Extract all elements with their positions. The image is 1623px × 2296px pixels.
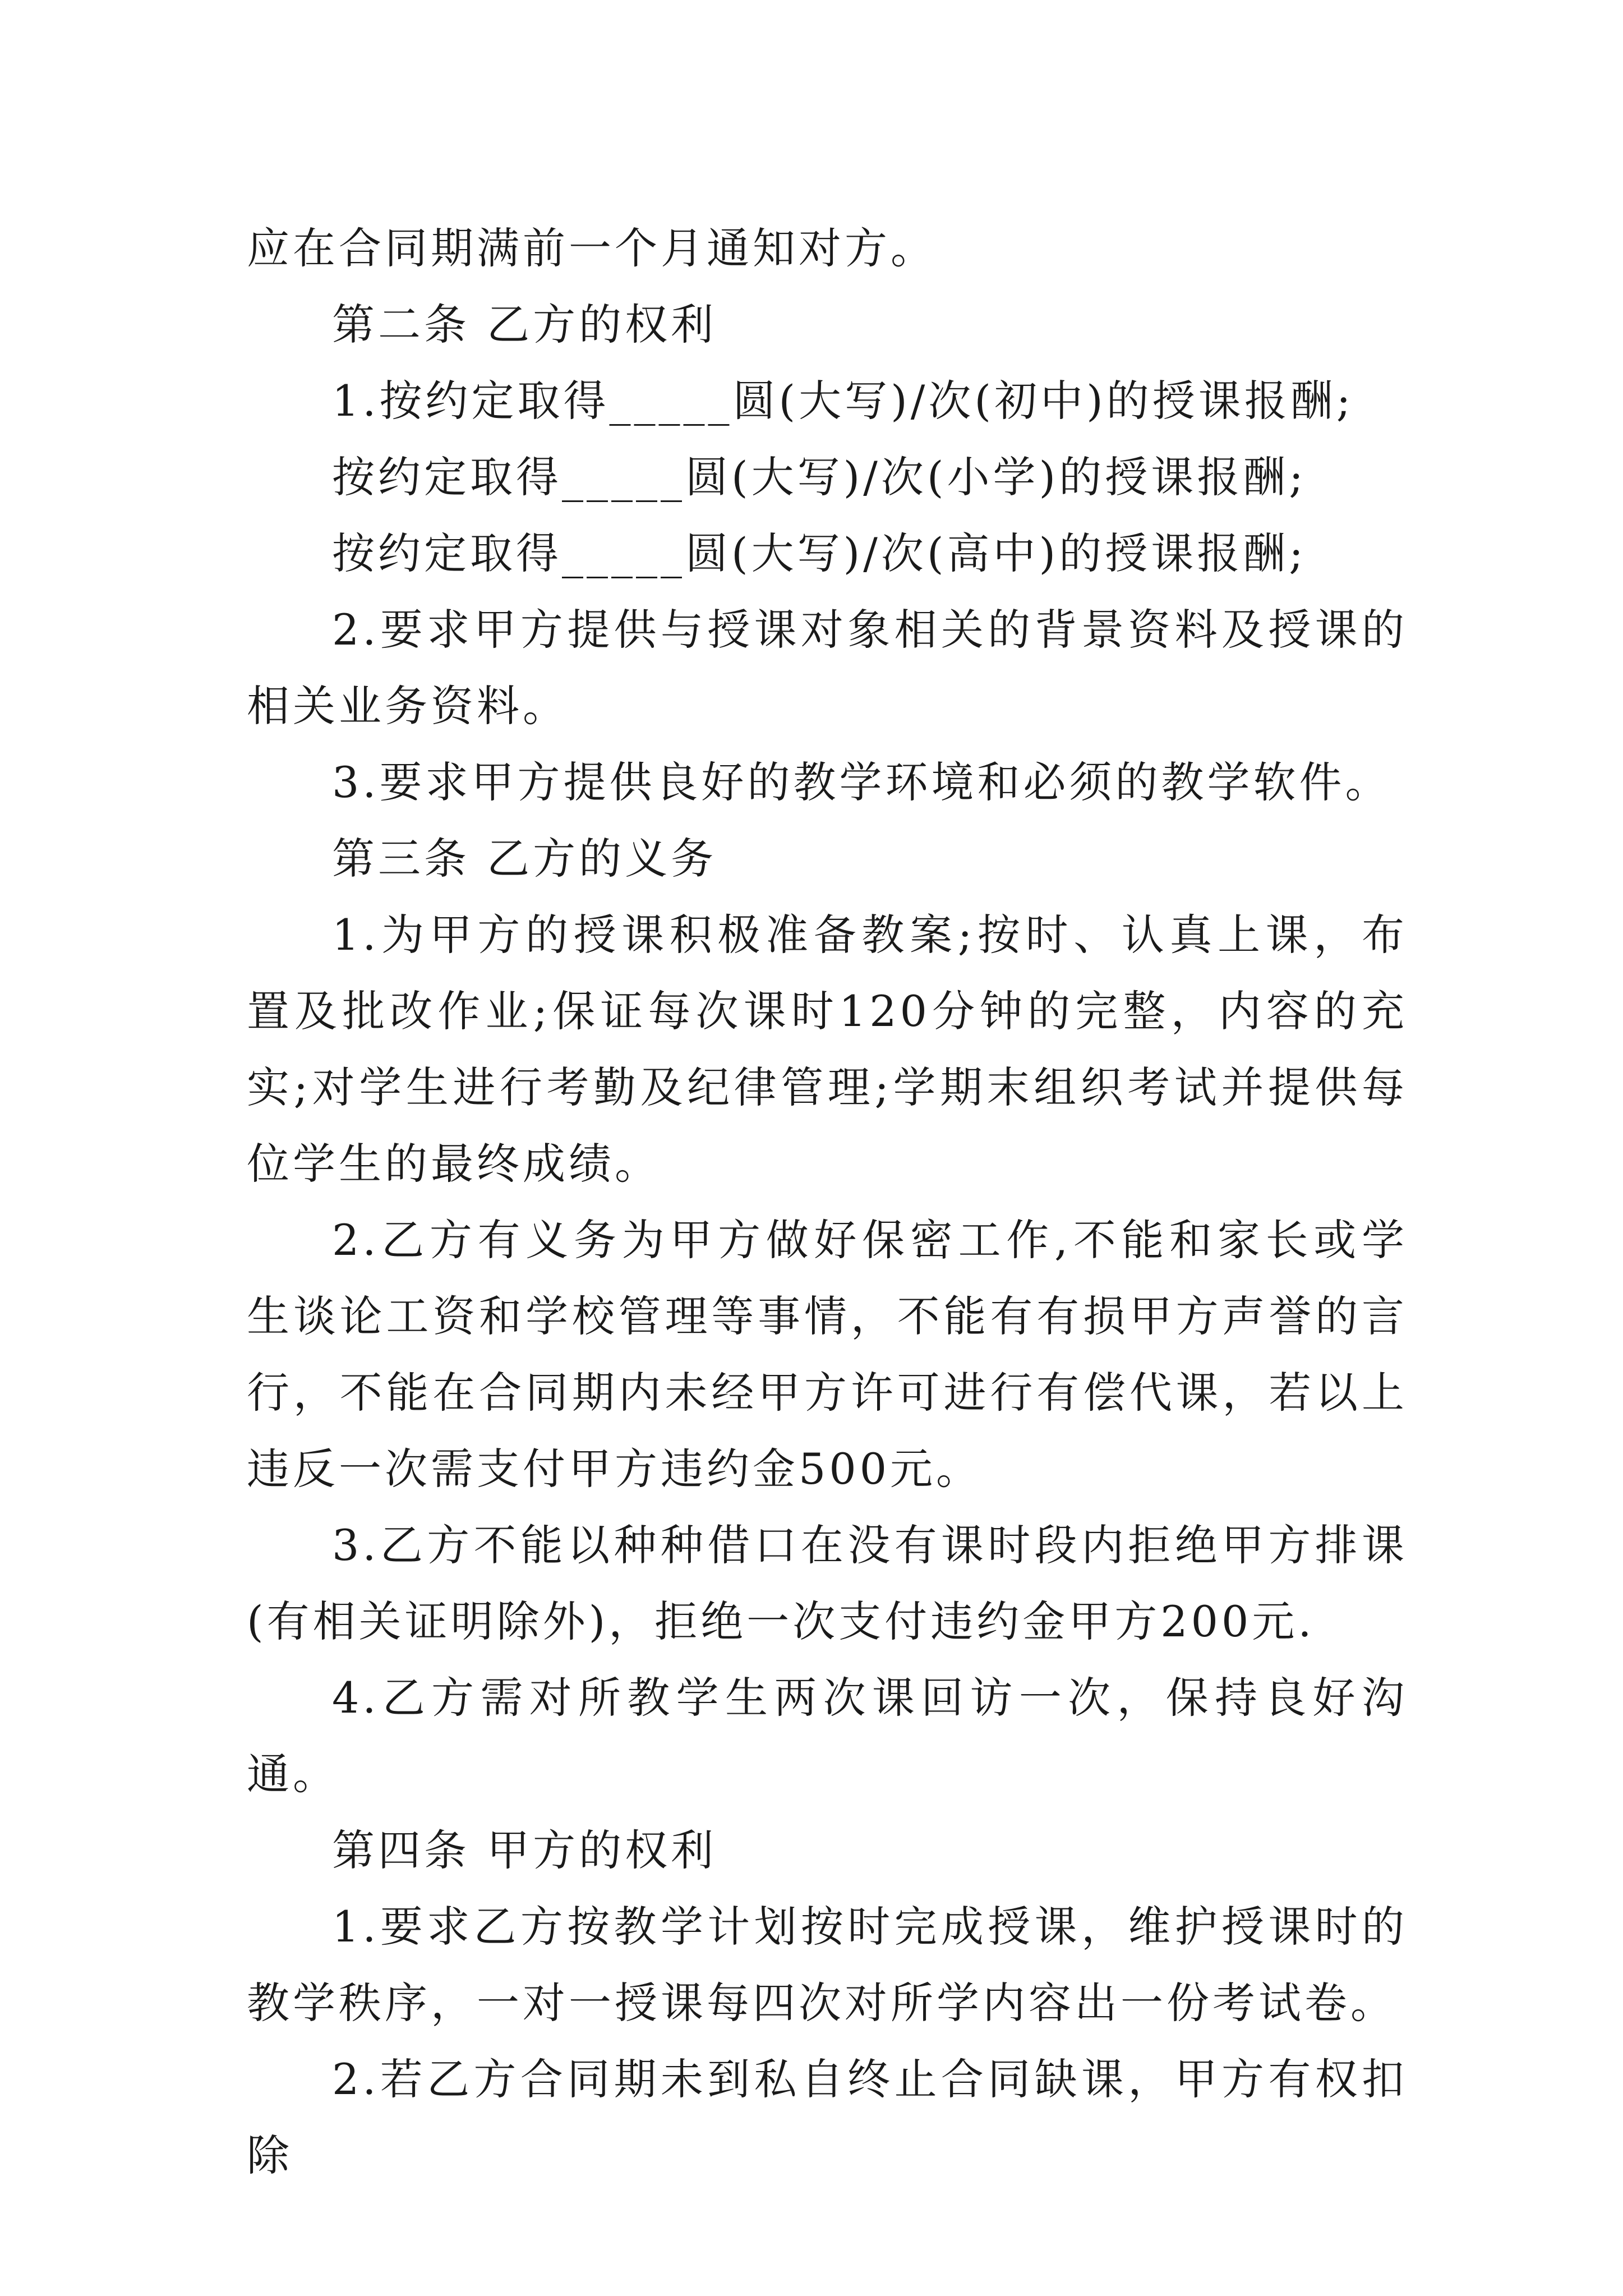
paragraph-background-materials: 2.要求甲方提供与授课对象相关的背景资料及授课的相关业务资料。 xyxy=(247,605,1408,731)
paragraph-scheduling: 3.乙方不能以种种借口在没有课时段内拒绝甲方排课(有相关证明除外)，拒绝一次支付违约金甲方200元. xyxy=(247,1520,1408,1646)
paragraph-teaching-environment: 3.要求甲方提供良好的教学环境和必须的教学软件。 xyxy=(332,757,1391,807)
paragraph-fee-primary: 按约定取得_____圆(大写)/次(小学)的授课报酬; xyxy=(332,452,1307,502)
paragraph-fee-senior-high: 按约定取得_____圆(大写)/次(高中)的授课报酬; xyxy=(332,528,1307,578)
article-4-heading: 第四条 甲方的权利 xyxy=(332,1825,717,1875)
paragraph-notice-continuation: 应在合同期满前一个月通知对方。 xyxy=(247,223,937,273)
contract-body xyxy=(247,210,1408,2194)
paragraph-confidentiality: 2.乙方有义务为甲方做好保密工作,不能和家长或学生谈论工资和学校管理等事情，不能有有损甲方声誉的言行，不能在合同期内未经甲方许可进行有偿代课，若以上违反一次需支付甲方违约金500元。 xyxy=(247,1215,1408,1494)
paragraph-fee-junior-high: 1.按约定取得_____圆(大写)/次(初中)的授课报酬; xyxy=(332,376,1354,426)
article-2-heading: 第二条 乙方的权利 xyxy=(332,300,717,349)
article-3-heading: 第三条 乙方的义务 xyxy=(332,834,717,884)
paragraph-early-termination: 2.若乙方合同期未到私自终止合同缺课，甲方有权扣除 xyxy=(247,2054,1408,2180)
paragraph-teaching-plan: 1.要求乙方按教学计划按时完成授课，维护授课时的教学秩序，一对一授课每四次对所学内容出一份考试卷。 xyxy=(247,1902,1408,2028)
paragraph-lesson-preparation: 1.为甲方的授课积极准备教案;按时、认真上课，布置及批改作业;保证每次课时120分钟的完整，内容的充实;对学生进行考勤及纪律管理;学期末组织考试并提供每位学生的最终成绩。 xyxy=(247,910,1408,1189)
paragraph-follow-up: 4.乙方需对所教学生两次课回访一次，保持良好沟通。 xyxy=(247,1673,1408,1799)
